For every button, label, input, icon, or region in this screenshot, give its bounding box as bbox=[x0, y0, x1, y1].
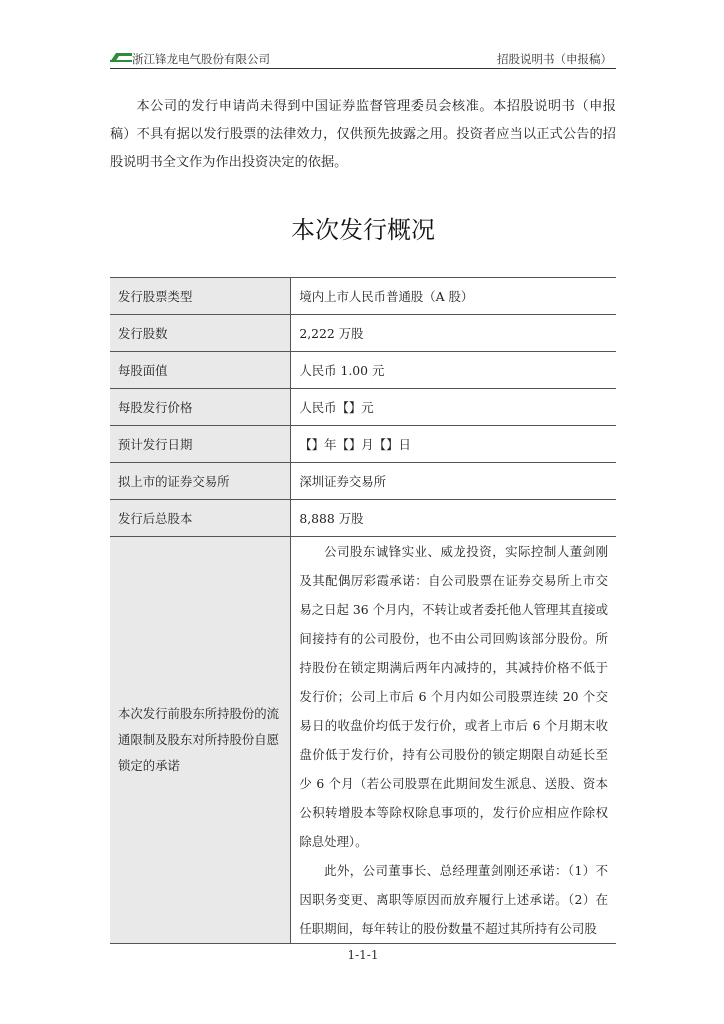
table-row bbox=[110, 315, 616, 352]
company-name: 浙江锋龙电气股份有限公司 bbox=[132, 52, 270, 66]
row-value: 境内上市人民币普通股（A 股） bbox=[291, 278, 616, 315]
page-number: 1-1-1 bbox=[347, 948, 379, 962]
row-label: 发行后总股本 bbox=[110, 500, 291, 537]
lockup-content bbox=[291, 537, 616, 944]
row-label: 发行股票类型 bbox=[110, 278, 291, 315]
lockup-paragraph: 公司股东诚锋实业、威龙投资，实际控制人董剑刚及其配偶厉彩霞承诺：自公司股票在证券交易所上市交易之日起 36 个月内，不转让或者委托他人管理其直接或间接持有的公司股份，也不由公司回购该部分股份。所持股份在锁定期满后两年内减持的，其减持价格不低于发行价；公司上市后 6 个月内如公司股票连续 20 个交易日的收盘价均低于发行价，或者上市后 6 个月期末收盘价低于发行价，持有公司股份的锁定期限自动延长至少 6 个月（若公司股票在此期间发生派息、送股、资本公积转增股本等除权除息事项的，发行价应相应作除权除息处理）。 bbox=[299, 544, 608, 849]
company-logo-icon bbox=[110, 52, 132, 63]
page-title: 本次发行概况 bbox=[291, 216, 435, 244]
row-value: 【】年【】月【】日 bbox=[291, 426, 616, 463]
row-label: 预计发行日期 bbox=[110, 426, 291, 463]
row-label: 发行股数 bbox=[110, 315, 291, 352]
row-value: 人民币【】元 bbox=[291, 389, 616, 426]
table-row bbox=[110, 426, 616, 463]
row-label: 拟上市的证券交易所 bbox=[110, 463, 291, 500]
row-value: 人民币 1.00 元 bbox=[291, 352, 616, 389]
table-row bbox=[110, 500, 616, 537]
row-value: 2,222 万股 bbox=[291, 315, 616, 352]
page-header bbox=[110, 50, 616, 69]
table-row bbox=[110, 463, 616, 500]
row-value: 深圳证券交易所 bbox=[291, 463, 616, 500]
disclaimer-notice: 本公司的发行申请尚未得到中国证券监督管理委员会核准。本招股说明书（申报稿）不具有据以发行股票的法律效力，仅供预先披露之用。投资者应当以正式公告的招股说明书全文作为作出投资决定的依据。 bbox=[110, 99, 616, 170]
lockup-label: 本次发行前股东所持股份的流通限制及股东对所持股份自愿锁定的承诺 bbox=[110, 537, 291, 944]
row-value: 8,888 万股 bbox=[291, 500, 616, 537]
table-row-lockup bbox=[110, 537, 616, 944]
offering-overview-table bbox=[110, 277, 616, 944]
table-row bbox=[110, 278, 616, 315]
table-row bbox=[110, 389, 616, 426]
row-label: 每股面值 bbox=[110, 352, 291, 389]
row-label: 每股发行价格 bbox=[110, 389, 291, 426]
document-type: 招股说明书（申报稿） bbox=[497, 52, 612, 66]
lockup-paragraph: 此外，公司董事长、总经理董剑刚还承诺：（1）不因职务变更、离职等原因而放弃履行上述承诺。（2）在任职期间，每年转让的股份数量不超过其所持有公司股 bbox=[299, 863, 608, 936]
table-row bbox=[110, 352, 616, 389]
